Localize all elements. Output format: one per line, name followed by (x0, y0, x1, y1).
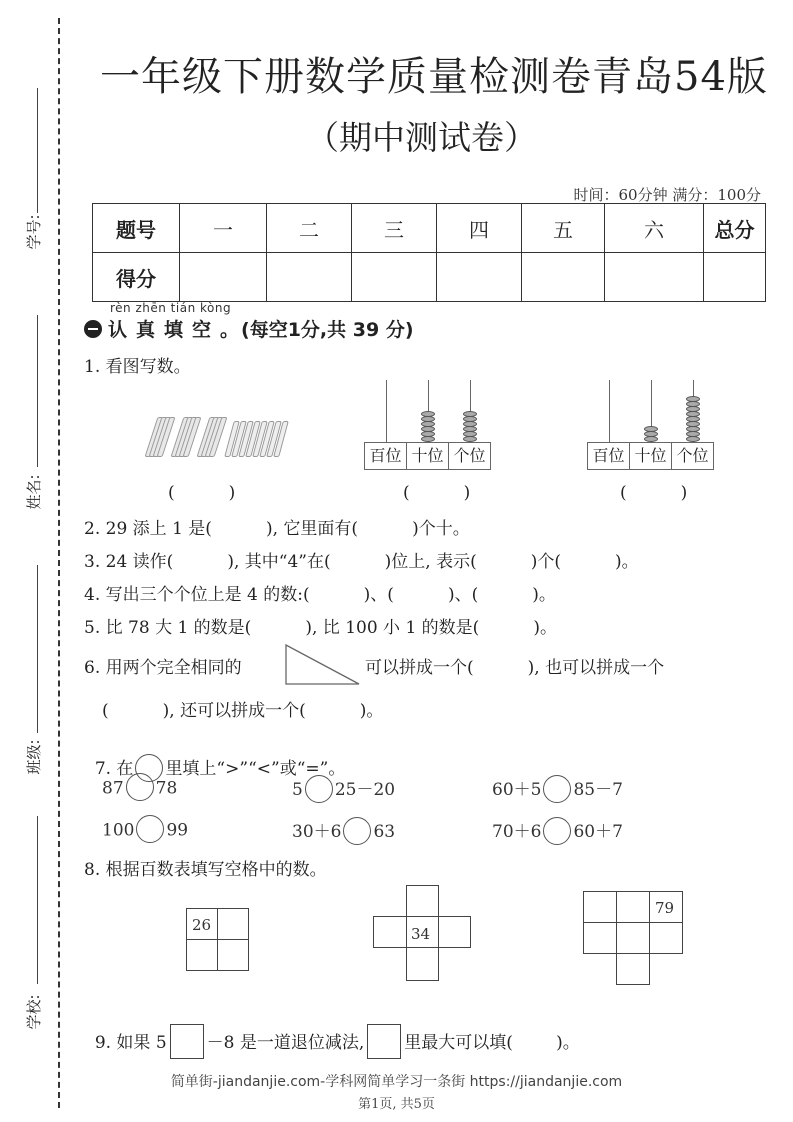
abacus-figure (364, 380, 492, 470)
question-4: 4. 写出三个个位上是 4 的数:( )、( )、( )。 (84, 585, 556, 605)
score-header-cell: 五 (522, 204, 605, 253)
ones-label: 个位 (676, 446, 709, 465)
stick-bundle-icon (145, 417, 176, 457)
given-number: 34 (411, 925, 431, 943)
stick-bundle-icon (171, 417, 202, 457)
comparison-right: 99 (166, 820, 189, 841)
question-7-prefix: 7. 在 (94, 759, 134, 779)
score-header-cell: 四 (437, 204, 522, 253)
comparison-item (292, 775, 395, 805)
hundreds-label: 百位 (588, 443, 630, 469)
grid-cell-blank[interactable] (406, 885, 439, 917)
bead-icon (421, 411, 435, 417)
grid-cell-blank[interactable] (406, 947, 439, 981)
score-header-cell: 二 (267, 204, 352, 253)
hundred-chart-grid (186, 908, 250, 972)
section-heading (84, 315, 414, 342)
comparison-left: 87 (102, 778, 124, 799)
question-6-part-b: 可以拼成一个( ), 也可以拼成一个 (365, 658, 665, 678)
comparison-left: 60＋5 (492, 780, 542, 800)
question-2: 2. 29 添上 1 是( ), 它里面有( )个十。 (84, 519, 470, 539)
footer-source: 简单街-jiandanjie.com-学科网简单学习一条街 https://jiandanjie.com (170, 1074, 623, 1090)
grid-cell (406, 916, 439, 948)
score-cell[interactable] (267, 253, 352, 302)
grid-cell-blank[interactable] (616, 922, 650, 954)
comparison-answer-circle[interactable] (136, 815, 164, 843)
comparison-right: 25－20 (334, 780, 396, 800)
comparison-answer-circle[interactable] (543, 775, 571, 803)
comparison-item (102, 817, 188, 845)
question-9 (84, 1006, 580, 1061)
section-title-dot: 。 (220, 319, 240, 341)
answer-blank[interactable]: ( ) (168, 483, 236, 503)
score-table (92, 203, 766, 302)
comparison-right: 63 (373, 822, 396, 842)
bead-icon (463, 411, 477, 417)
abacus-rod (386, 380, 387, 442)
question-3: 3. 24 读作( ), 其中“4”在( )位上, 表示( )个( )。 (84, 552, 639, 572)
right-triangle-icon (285, 644, 361, 686)
section-title: 认真填空 (108, 319, 221, 341)
grid-cell-blank[interactable] (186, 939, 218, 971)
comparison-right: 78 (155, 778, 178, 799)
abacus-rod (609, 380, 610, 442)
student-id-label: 学号: (25, 214, 43, 250)
grid-cell (186, 908, 218, 940)
grid-cell-blank[interactable] (649, 922, 683, 954)
question-8: 8. 根据百数表填写空格中的数。 (84, 860, 327, 880)
score-header-cell: 总分 (704, 204, 766, 253)
hundred-chart-grid (373, 885, 471, 983)
hundreds-label: 百位 (365, 443, 407, 469)
score-header-cell: 三 (352, 204, 437, 253)
comparison-right: 60＋7 (573, 822, 623, 842)
question-9-part-c: 里最大可以填( )。 (404, 1033, 580, 1053)
score-table-header-row (93, 204, 766, 253)
score-row-label: 得分 (93, 253, 180, 302)
score-header-cell: 六 (605, 204, 704, 253)
comparison-item (102, 775, 177, 803)
question-6-part-c: ( ), 还可以拼成一个( )。 (102, 701, 384, 721)
question-6-part-a: 6. 用两个完全相同的 (84, 658, 242, 678)
bead-icon (686, 396, 700, 402)
comparison-left: 70＋6 (492, 822, 542, 842)
score-cell[interactable] (704, 253, 766, 302)
grid-cell-blank[interactable] (583, 922, 617, 954)
question-5: 5. 比 78 大 1 的数是( ), 比 100 小 1 的数是( )。 (84, 618, 557, 638)
stick-bundle-icon (197, 417, 228, 457)
score-cell[interactable] (522, 253, 605, 302)
comparison-answer-circle[interactable] (543, 817, 571, 845)
question-7-suffix: 里填上“>”“<”或“=”。 (165, 759, 346, 779)
comparison-left: 100 (102, 820, 135, 841)
section-number-one-icon (84, 320, 102, 338)
grid-cell-blank[interactable] (616, 891, 650, 923)
comparison-left: 5 (292, 780, 303, 800)
class-label: 班级: (25, 739, 43, 775)
ones-label: 个位 (453, 446, 486, 465)
grid-cell (649, 891, 683, 923)
tens-label: 十位 (407, 443, 449, 469)
comparison-answer-circle[interactable] (305, 775, 333, 803)
section-pinyin: rèn zhēn tián kòng (110, 301, 232, 315)
answer-blank[interactable]: ( ) (403, 483, 471, 503)
comparison-item (492, 775, 623, 805)
school-label: 学校: (25, 994, 43, 1030)
name-line (37, 315, 38, 467)
class-line (37, 565, 38, 733)
exam-meta: 时间：60分钟 满分：100分 (573, 186, 761, 204)
place-value-labels (364, 442, 491, 470)
tens-label: 十位 (630, 443, 672, 469)
question-9-part-b: －8 是一道退位减法, (206, 1033, 365, 1053)
grid-cell-blank[interactable] (373, 916, 407, 948)
cut-line (58, 18, 60, 1108)
comparison-left: 30＋6 (292, 822, 342, 842)
answer-box[interactable] (367, 1024, 401, 1059)
page-title: 一年级下册数学质量检测卷青岛54版 (100, 54, 768, 100)
given-number: 79 (655, 899, 675, 917)
score-header-cell: 一 (180, 204, 267, 253)
page-subtitle: （期中测试卷） (306, 118, 537, 157)
comparison-right: 85－7 (573, 780, 623, 800)
section-points: (每空1分,共 39 分) (241, 319, 414, 341)
school-line (37, 816, 38, 984)
comparison-answer-circle[interactable] (343, 817, 371, 845)
name-label: 姓名: (25, 474, 43, 510)
answer-blank[interactable]: ( ) (620, 483, 688, 503)
score-cell[interactable] (437, 253, 522, 302)
score-header-cell: 题号 (93, 204, 180, 253)
score-cell[interactable] (180, 253, 267, 302)
score-cell[interactable] (605, 253, 704, 302)
abacus-figure (587, 380, 715, 470)
score-table-score-row (93, 253, 766, 302)
comparison-answer-circle[interactable] (126, 773, 154, 801)
grid-cell-blank[interactable] (616, 953, 650, 985)
bead-icon (644, 426, 658, 432)
grid-cell-blank[interactable] (438, 916, 471, 948)
grid-cell-blank[interactable] (583, 891, 617, 923)
grid-cell-blank[interactable] (217, 908, 249, 940)
grid-cell-blank[interactable] (217, 939, 249, 971)
place-value-labels (587, 442, 714, 470)
question-9-part-a: 9. 如果 5 (94, 1033, 167, 1053)
counting-sticks-figure (145, 415, 285, 463)
comparison-item (492, 817, 623, 847)
given-number: 26 (192, 916, 212, 934)
question-1: 1. 看图写数。 (84, 357, 191, 377)
hundred-chart-grid (583, 891, 683, 987)
comparison-item (292, 817, 395, 847)
answer-box[interactable] (170, 1024, 204, 1059)
page-number: 第1页, 共5页 (358, 1097, 435, 1112)
score-cell[interactable] (352, 253, 437, 302)
